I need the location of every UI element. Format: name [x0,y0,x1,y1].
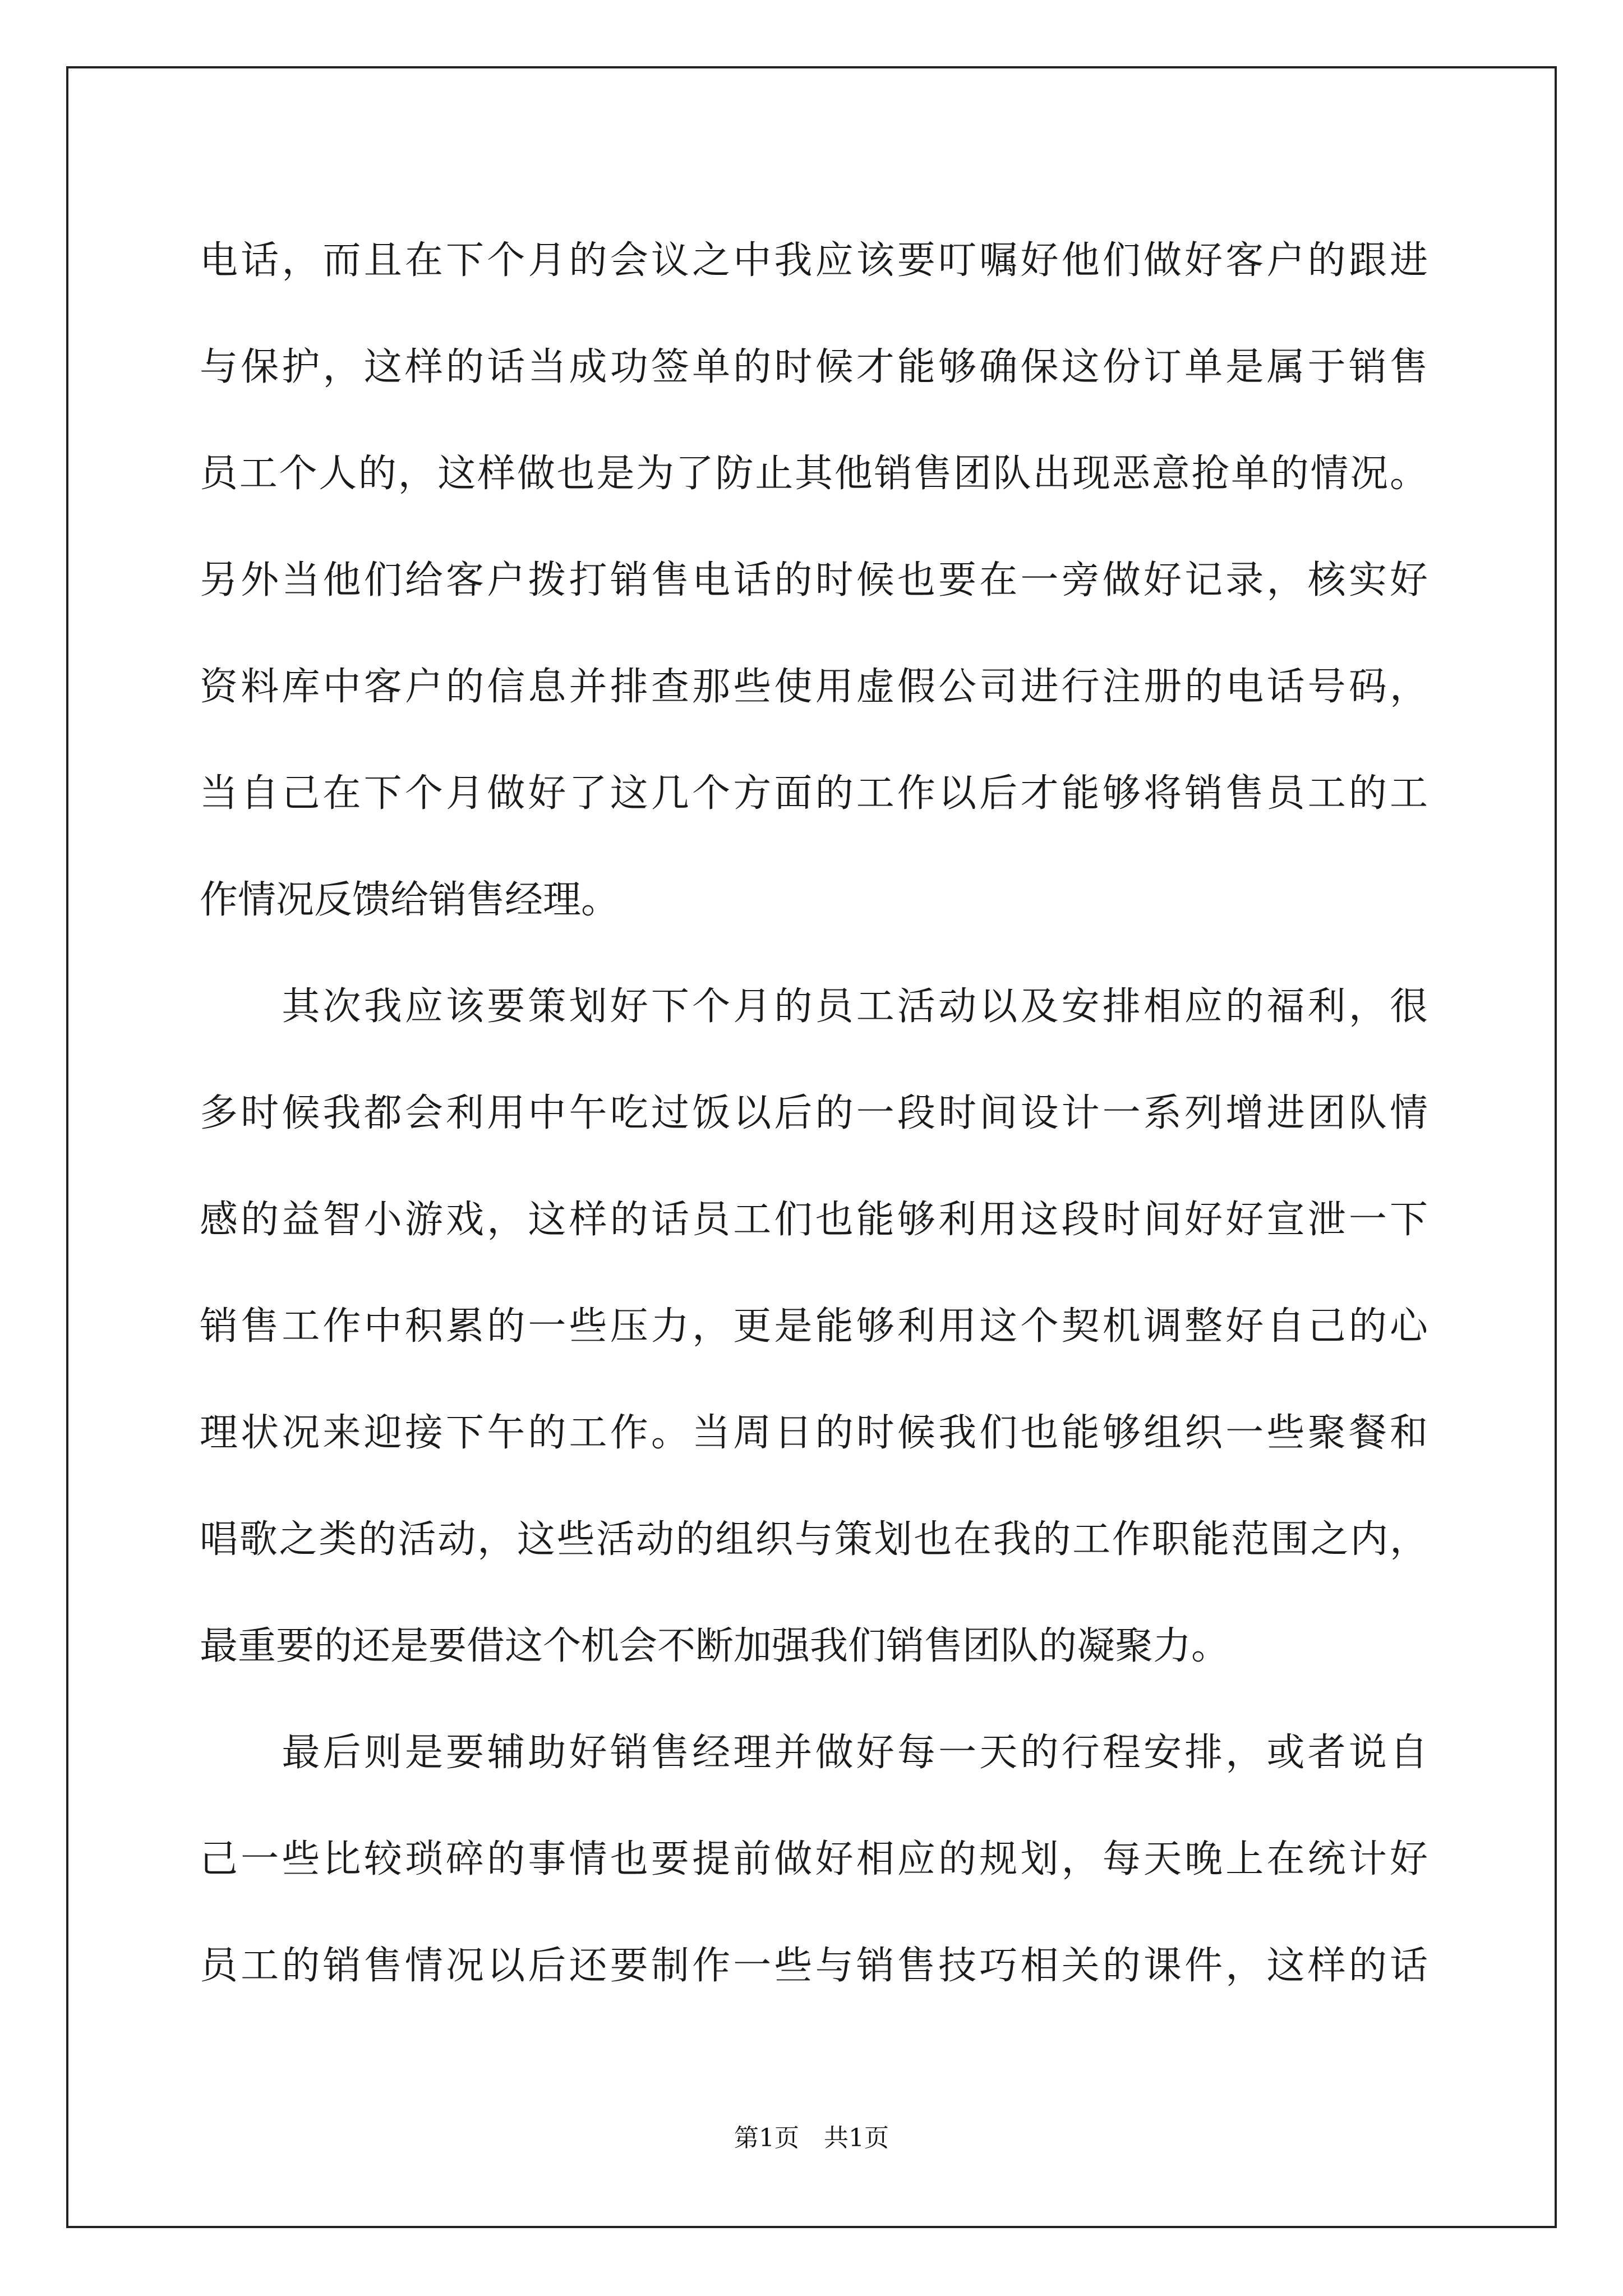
text-line: 其次我应该要策划好下个月的员工活动以及安排相应的福利，很 [200,984,1428,1029]
text-line: 与保护，这样的话当成功签单的时候才能够确保这份订单是属于销售 [200,345,1428,389]
text-line: 员工个人的，这样做也是为了防止其他销售团队出现恶意抢单的情况。 [200,452,1428,496]
text-line: 作情况反馈给销售经理。 [200,878,620,922]
text-line: 最后则是要辅助好销售经理并做好每一天的行程安排，或者说自 [200,1731,1428,1775]
document-body [200,208,1428,2019]
text-line: 销售工作中积累的一些压力，更是能够利用这个契机调整好自己的心 [200,1304,1428,1349]
text-line: 多时候我都会利用中午吃过饭以后的一段时间设计一系列增进团队情 [200,1091,1428,1135]
text-line: 电话，而且在下个月的会议之中我应该要叮嘱好他们做好客户的跟进 [200,238,1428,283]
page-footer: 第1页 共1页 [734,2124,889,2152]
text-line: 员工的销售情况以后还要制作一些与销售技巧相关的课件，这样的话 [200,1944,1428,1988]
text-line: 唱歌之类的活动，这些活动的组织与策划也在我的工作职能范围之内， [200,1517,1428,1562]
text-line: 最重要的还是要借这个机会不断加强我们销售团队的凝聚力。 [200,1624,1230,1668]
text-line: 资料库中客户的信息并排查那些使用虚假公司进行注册的电话号码， [200,665,1428,709]
text-line: 另外当他们给客户拨打销售电话的时候也要在一旁做好记录，核实好 [200,558,1428,602]
text-line: 感的益智小游戏，这样的话员工们也能够利用这段时间好好宣泄一下 [200,1198,1428,1242]
text-line: 当自己在下个月做好了这几个方面的工作以后才能够将销售员工的工 [200,771,1428,816]
text-line: 理状况来迎接下午的工作。当周日的时候我们也能够组织一些聚餐和 [200,1411,1428,1455]
text-line: 己一些比较琐碎的事情也要提前做好相应的规划，每天晚上在统计好 [200,1837,1428,1881]
